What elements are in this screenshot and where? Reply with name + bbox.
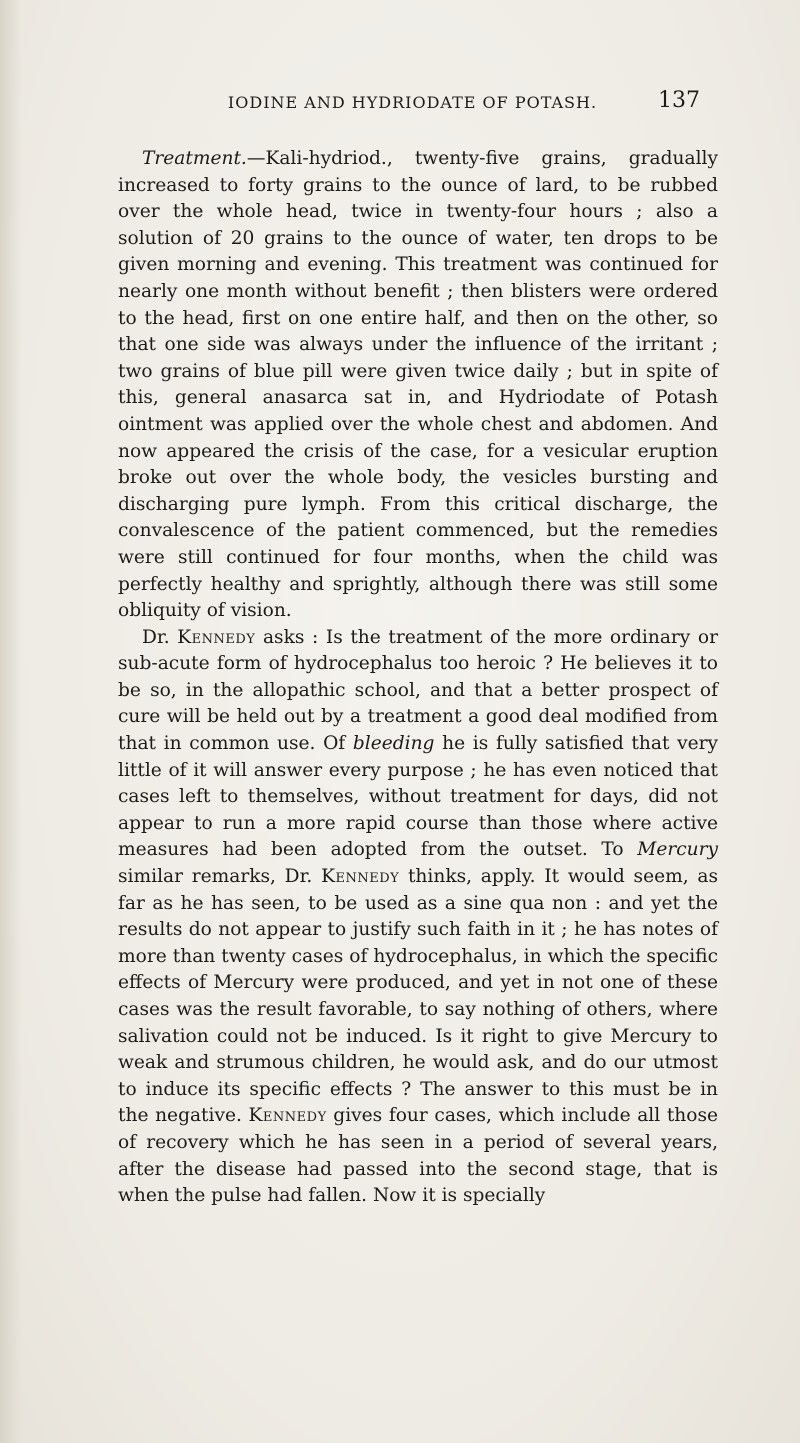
treatment-text: —Kali-hydriod., twenty-five grains, gradually increased to forty grains to the ounce of lard, to be rubbed over the whole head, twice in twenty-four hours ; also a solution of 20 grains to the ounce of water, ten drops to be given morning and evening. This treatment was continued for nearly one month without benefit ; then blisters were ordered to the head, first on one entire half, and then on the other, so that one side was always under the influence of the irritant ; two grains of blue pill were given twice daily ; but in spite of this, general anasarca sat in, and Hydriodate of Potash ointment was applied over the whole chest and abdomen. And now appeared the crisis of the case, for a vesicular eruption broke out over the whole body, the vesicles bursting and discharging pure lymph. From this critical discharge, the convalescence of the patient commenced, but the remedies were still continued for four months, when the child was perfectly healthy and sprightly, although there was still some obliquity of vision. (118, 148, 718, 622)
italic-mercury: Mercury (637, 839, 718, 861)
page-number: 137 (658, 88, 700, 113)
page-gutter-shadow (0, 0, 22, 1443)
body-text (118, 146, 718, 1210)
running-title: IODINE AND HYDRIODATE OF POTASH. (227, 93, 598, 112)
text-segment: gives four cases, which include all those of recovery which he has seen in a period of several years, after the disease had passed into the second stage, that is when the pulse had fallen. Now it is specially (118, 1105, 719, 1207)
italic-bleeding: bleeding (352, 733, 435, 755)
text-segment: thinks, apply. It would seem, as far as he has seen, to be used as a sine qua non : and yet the results do not appear to justify such faith in it ; he has notes of more than twenty cases of hydrocephalus, in which the specific effects of Mercury were produced, and yet in not one of these cases was the result favorable, to say nothing of others, where salivation could not be induced. Is it right to give Mercury to weak and strumous children, he would ask, and do our utmost to induce its specific effects ? The answer to this must be in the negative. (118, 866, 718, 1127)
text-segment: asks : Is the treatment of the more ordinary or sub-acute form of hydrocephalus too heroic ? He believes it to be so, in the allopathic school, and that a better prospect of cure will be held out by a treatment a good deal modified from that in common use. Of (118, 626, 718, 755)
text-segment: similar remarks, Dr. (118, 866, 322, 888)
author-name: Kennedy (248, 1105, 327, 1127)
page-header (125, 88, 700, 118)
author-name: Kennedy (321, 866, 400, 888)
paragraph-treatment (118, 146, 718, 625)
treatment-label: Treatment. (142, 148, 247, 169)
author-name: Kennedy (177, 626, 256, 648)
text-segment: Dr. (142, 626, 178, 648)
paragraph-kennedy (118, 625, 718, 1210)
text-segment: he is fully satisfied that very little of it will answer every purpose ; he has even noticed that cases left to themselves, without treatment for days, did not appear to run a more rapid course than those where active measures had been adopted from the outset. To (118, 733, 718, 861)
